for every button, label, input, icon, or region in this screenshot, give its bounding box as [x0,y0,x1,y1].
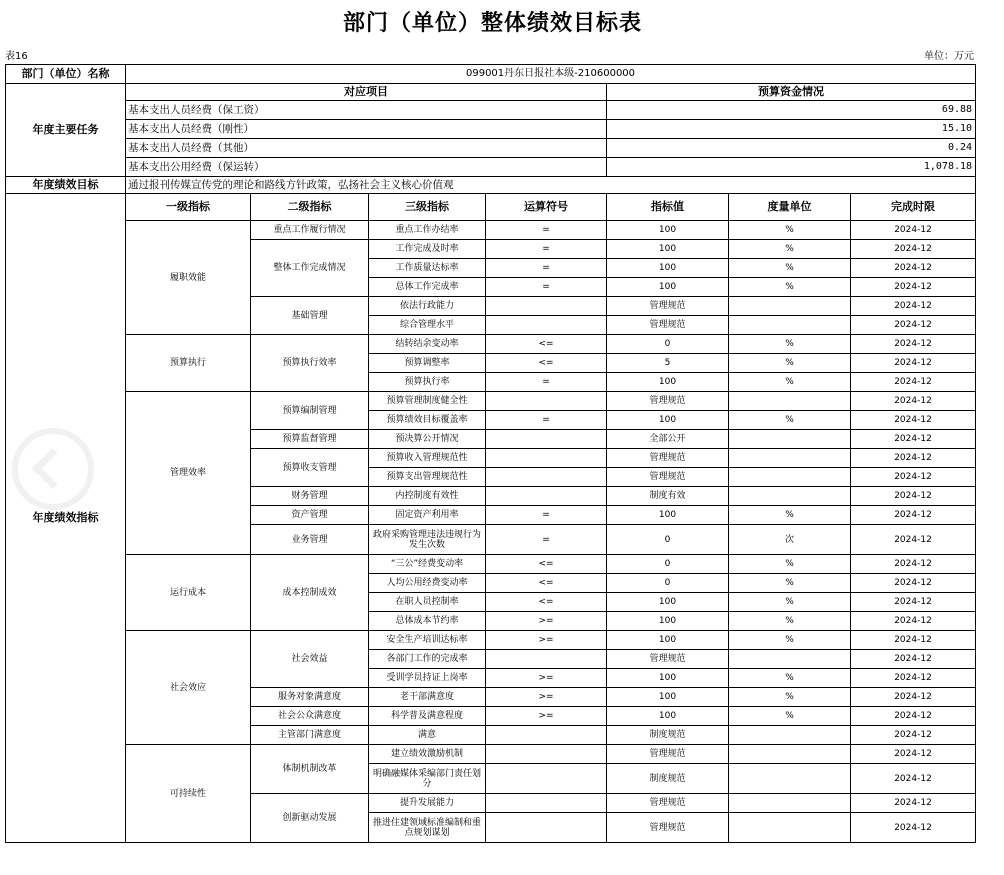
measure-unit: % [729,240,851,259]
operator-cell: >= [486,669,607,688]
deadline-cell: 2024-12 [851,612,976,631]
level3-indicator: 预算支出管理规范性 [369,468,486,487]
level3-indicator: 依法行政能力 [369,297,486,316]
measure-unit: % [729,593,851,612]
indicator-value: 全部公开 [607,430,729,449]
level3-indicator: 在职人员控制率 [369,593,486,612]
level3-indicator: 明确融媒体采编部门责任划分 [369,764,486,794]
operator-cell [486,449,607,468]
level1-indicator: 管理效率 [126,392,251,555]
level3-indicator: 结转结余变动率 [369,335,486,354]
level2-indicator: 创新驱动发展 [251,794,369,843]
level3-indicator: 预决算公开情况 [369,430,486,449]
operator-cell: <= [486,593,607,612]
operator-cell [486,392,607,411]
level3-indicator: 工作质量达标率 [369,259,486,278]
measure-unit: % [729,506,851,525]
operator-cell [486,468,607,487]
indicator-value: 管理规范 [607,745,729,764]
indicators-label: 年度绩效指标 [6,194,126,843]
annual-goal-text: 通过报刊传媒宣传党的理论和路线方针政策，弘扬社会主义核心价值观 [126,177,976,194]
level3-indicator: 工作完成及时率 [369,240,486,259]
indicator-value: 制度有效 [607,487,729,506]
task-name: 基本支出人员经费（刚性） [126,120,607,139]
level2-indicator: 预算编制管理 [251,392,369,430]
task-amount: 1,078.18 [607,158,976,177]
measure-unit: % [729,221,851,240]
operator-cell [486,316,607,335]
tasks-item-header: 对应项目 [126,84,607,101]
measure-unit [729,297,851,316]
measure-unit [729,764,851,794]
level2-indicator: 财务管理 [251,487,369,506]
operator-cell: = [486,221,607,240]
indicator-value: 管理规范 [607,297,729,316]
deadline-cell: 2024-12 [851,631,976,650]
indicator-value: 管理规范 [607,468,729,487]
level2-indicator: 预算收支管理 [251,449,369,487]
level3-indicator: 总体工作完成率 [369,278,486,297]
measure-unit [729,745,851,764]
operator-cell [486,745,607,764]
deadline-cell: 2024-12 [851,707,976,726]
level1-indicator: 运行成本 [126,555,251,631]
indicator-value: 0 [607,525,729,555]
deadline-cell: 2024-12 [851,726,976,745]
indicator-value: 100 [607,612,729,631]
deadline-cell: 2024-12 [851,650,976,669]
level2-indicator: 预算执行效率 [251,335,369,392]
annual-goal-label: 年度绩效目标 [6,177,126,194]
deadline-cell: 2024-12 [851,669,976,688]
table-row [6,631,976,650]
level1-indicator: 可持续性 [126,745,251,843]
operator-cell [486,764,607,794]
task-name: 基本支出公用经费（保运转） [126,158,607,177]
indicator-value: 管理规范 [607,650,729,669]
header-unit: 度量单位 [729,194,851,221]
indicator-value: 100 [607,707,729,726]
level3-indicator: 老干部满意度 [369,688,486,707]
measure-unit: % [729,612,851,631]
indicator-value: 管理规范 [607,316,729,335]
level2-indicator: 资产管理 [251,506,369,525]
deadline-cell: 2024-12 [851,764,976,794]
level3-indicator: 政府采购管理违法违规行为发生次数 [369,525,486,555]
operator-cell: = [486,506,607,525]
level3-indicator: 重点工作办结率 [369,221,486,240]
indicator-value: 0 [607,555,729,574]
level3-indicator: 综合管理水平 [369,316,486,335]
level3-indicator: 预算调整率 [369,354,486,373]
operator-cell: <= [486,574,607,593]
operator-cell [486,794,607,813]
watermark-logo-icon [12,428,94,510]
measure-unit: % [729,688,851,707]
indicator-value: 100 [607,221,729,240]
level2-indicator: 基础管理 [251,297,369,335]
level3-indicator: 预算绩效目标覆盖率 [369,411,486,430]
operator-cell: = [486,240,607,259]
table-number: 表16 [5,51,28,62]
deadline-cell: 2024-12 [851,240,976,259]
level2-indicator: 成本控制成效 [251,555,369,631]
indicator-value: 5 [607,354,729,373]
operator-cell: <= [486,354,607,373]
indicator-value: 管理规范 [607,449,729,468]
indicator-value: 管理规范 [607,794,729,813]
operator-cell [486,430,607,449]
level3-indicator: 推进住建领域标准编制和重点规划谋划 [369,813,486,843]
table-row [6,392,976,411]
measure-unit [729,392,851,411]
operator-cell: = [486,411,607,430]
level2-indicator: 预算监督管理 [251,430,369,449]
deadline-cell: 2024-12 [851,316,976,335]
indicator-value: 100 [607,240,729,259]
deadline-cell: 2024-12 [851,278,976,297]
level3-indicator: 内控制度有效性 [369,487,486,506]
deadline-cell: 2024-12 [851,373,976,392]
level2-indicator: 社会效益 [251,631,369,688]
level3-indicator: 满意 [369,726,486,745]
deadline-cell: 2024-12 [851,813,976,843]
level3-indicator: 各部门工作的完成率 [369,650,486,669]
deadline-cell: 2024-12 [851,688,976,707]
task-name: 基本支出人员经费（其他） [126,139,607,158]
header-level1: 一级指标 [126,194,251,221]
deadline-cell: 2024-12 [851,297,976,316]
measure-unit: % [729,669,851,688]
measure-unit [729,487,851,506]
measure-unit [729,468,851,487]
indicator-value: 100 [607,631,729,650]
measure-unit: 次 [729,525,851,555]
deadline-cell: 2024-12 [851,335,976,354]
level2-indicator: 社会公众满意度 [251,707,369,726]
level2-indicator: 业务管理 [251,525,369,555]
level2-indicator: 体制机制改革 [251,745,369,794]
level1-indicator: 履职效能 [126,221,251,335]
indicator-value: 0 [607,574,729,593]
deadline-cell: 2024-12 [851,506,976,525]
indicator-value: 管理规范 [607,392,729,411]
level3-indicator: 预算管理制度健全性 [369,392,486,411]
measure-unit [729,650,851,669]
deadline-cell: 2024-12 [851,259,976,278]
operator-cell: <= [486,555,607,574]
header-deadline: 完成时限 [851,194,976,221]
operator-cell [486,487,607,506]
indicator-value: 100 [607,669,729,688]
deadline-cell: 2024-12 [851,354,976,373]
performance-table [5,64,976,843]
header-level2: 二级指标 [251,194,369,221]
deadline-cell: 2024-12 [851,593,976,612]
deadline-cell: 2024-12 [851,794,976,813]
deadline-cell: 2024-12 [851,430,976,449]
task-name: 基本支出人员经费（保工资） [126,101,607,120]
indicator-value: 制度规范 [607,726,729,745]
measure-unit [729,726,851,745]
page-title: 部门（单位）整体绩效目标表 [342,10,642,36]
indicator-value: 100 [607,373,729,392]
operator-cell: >= [486,707,607,726]
level3-indicator: 预算执行率 [369,373,486,392]
indicator-value: 100 [607,688,729,707]
indicator-value: 100 [607,259,729,278]
operator-cell: >= [486,688,607,707]
level2-indicator: 重点工作履行情况 [251,221,369,240]
task-amount: 69.88 [607,101,976,120]
level2-indicator: 主管部门满意度 [251,726,369,745]
level3-indicator: 安全生产培训达标率 [369,631,486,650]
operator-cell: <= [486,335,607,354]
dept-name-value: 099001丹东日报社本级-210600000 [126,65,976,84]
deadline-cell: 2024-12 [851,525,976,555]
measure-unit: % [729,411,851,430]
measure-unit: % [729,373,851,392]
deadline-cell: 2024-12 [851,555,976,574]
level3-indicator: 预算收入管理规范性 [369,449,486,468]
deadline-cell: 2024-12 [851,468,976,487]
indicator-value: 制度规范 [607,764,729,794]
indicator-value: 100 [607,411,729,430]
measure-unit [729,813,851,843]
measure-unit [729,794,851,813]
header-value: 指标值 [607,194,729,221]
level2-indicator: 服务对象满意度 [251,688,369,707]
table-row [6,335,976,354]
deadline-cell: 2024-12 [851,449,976,468]
deadline-cell: 2024-12 [851,574,976,593]
level3-indicator: 科学普及满意程度 [369,707,486,726]
operator-cell: = [486,373,607,392]
unit-label: 单位：万元 [924,51,974,62]
operator-cell: >= [486,612,607,631]
indicator-value: 100 [607,278,729,297]
operator-cell [486,813,607,843]
measure-unit: % [729,354,851,373]
indicator-value: 100 [607,506,729,525]
level3-indicator: 受训学员持证上岗率 [369,669,486,688]
measure-unit [729,316,851,335]
operator-cell [486,650,607,669]
level3-indicator: 建立绩效激励机制 [369,745,486,764]
deadline-cell: 2024-12 [851,392,976,411]
header-level3: 三级指标 [369,194,486,221]
level1-indicator: 预算执行 [126,335,251,392]
level3-indicator: 人均公用经费变动率 [369,574,486,593]
table-row [6,221,976,240]
tasks-budget-header: 预算资金情况 [607,84,976,101]
level3-indicator: 总体成本节约率 [369,612,486,631]
measure-unit: % [729,574,851,593]
level3-indicator: “三公”经费变动率 [369,555,486,574]
measure-unit: % [729,278,851,297]
measure-unit: % [729,555,851,574]
table-row [6,555,976,574]
level1-indicator: 社会效应 [126,631,251,745]
indicator-value: 0 [607,335,729,354]
table-row [6,745,976,764]
header-operator: 运算符号 [486,194,607,221]
task-amount: 0.24 [607,139,976,158]
deadline-cell: 2024-12 [851,221,976,240]
measure-unit [729,430,851,449]
operator-cell: = [486,259,607,278]
level2-indicator: 整体工作完成情况 [251,240,369,297]
measure-unit: % [729,631,851,650]
measure-unit: % [729,259,851,278]
indicator-value: 管理规范 [607,813,729,843]
main-tasks-label: 年度主要任务 [6,84,126,177]
operator-cell: = [486,525,607,555]
deadline-cell: 2024-12 [851,487,976,506]
operator-cell: >= [486,631,607,650]
operator-cell: = [486,278,607,297]
measure-unit: % [729,335,851,354]
operator-cell [486,726,607,745]
measure-unit: % [729,707,851,726]
level3-indicator: 固定资产利用率 [369,506,486,525]
dept-name-label: 部门（单位）名称 [6,65,126,84]
level3-indicator: 提升发展能力 [369,794,486,813]
operator-cell [486,297,607,316]
deadline-cell: 2024-12 [851,411,976,430]
deadline-cell: 2024-12 [851,745,976,764]
indicator-value: 100 [607,593,729,612]
task-amount: 15.10 [607,120,976,139]
measure-unit [729,449,851,468]
